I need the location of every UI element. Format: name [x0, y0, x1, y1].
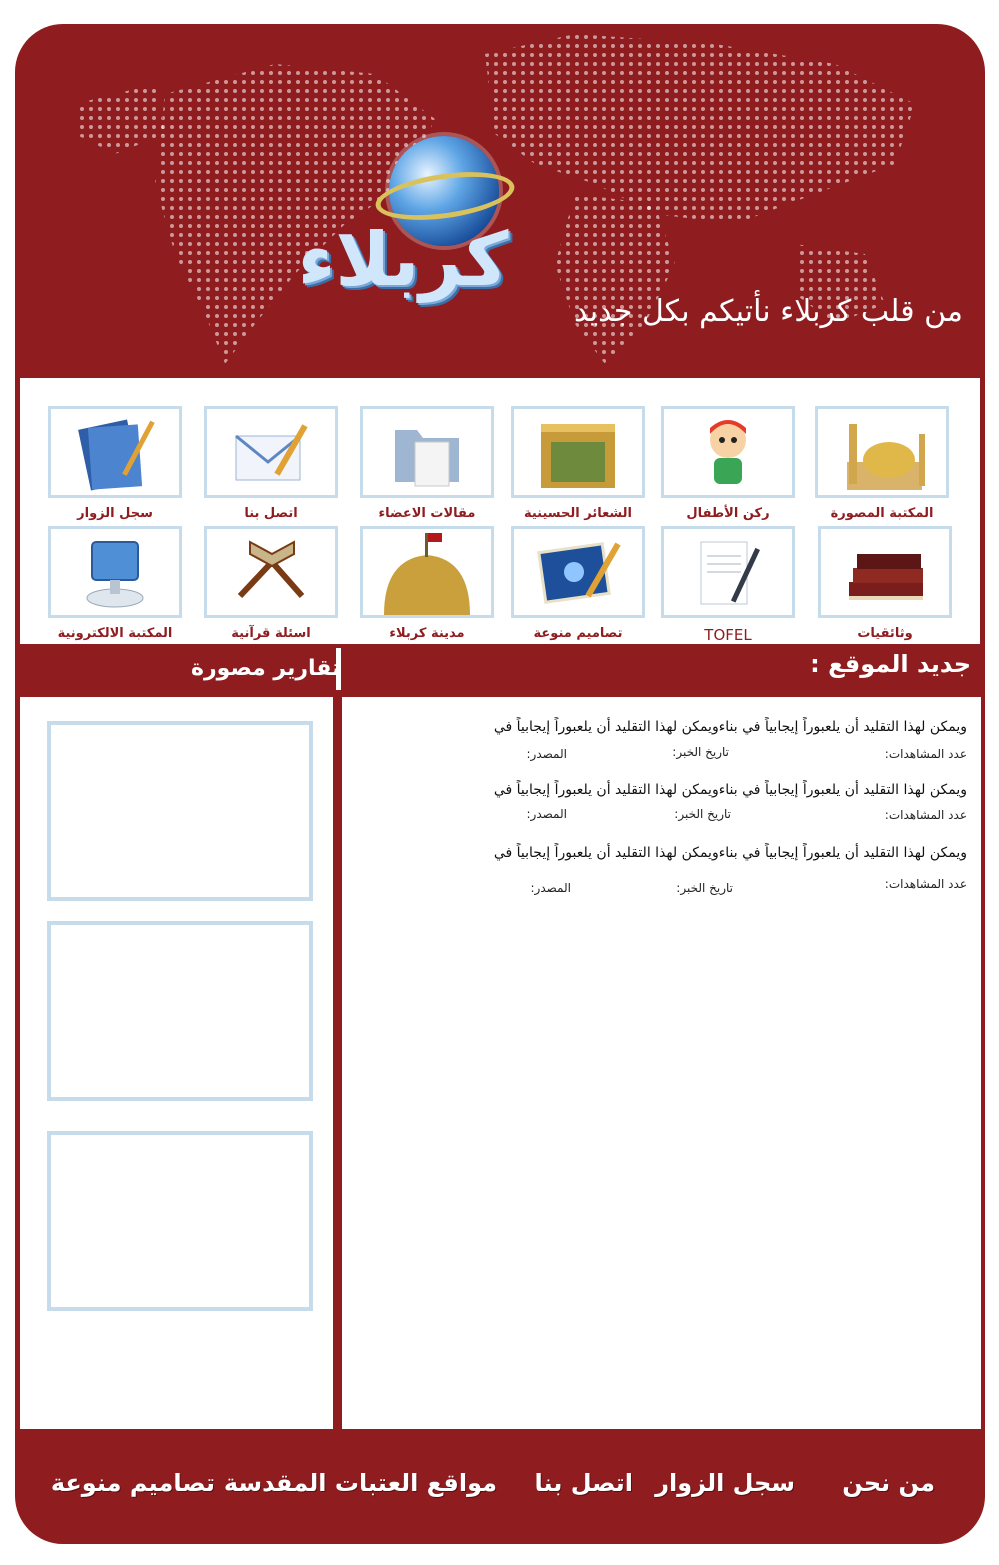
photo-reports-title: تقارير مصورة	[191, 656, 341, 681]
tile-image	[48, 526, 182, 618]
quick-links-panel	[20, 378, 980, 644]
quran-stand-icon	[226, 532, 316, 612]
tile-member-articles[interactable]	[360, 406, 494, 524]
news-text[interactable]: ويمكن لهذا التقليد أن يلعبوراً إيجابياً في بناءويمكن لهذا التقليد أن يلعبوراً إيجابياً في	[493, 845, 967, 861]
nav-various-designs[interactable]: تصاميم منوعة	[50, 1469, 215, 1497]
tile-label: الشعائر الحسينية	[523, 506, 633, 521]
section-headers	[15, 648, 985, 692]
golden-shrine-icon	[523, 412, 633, 492]
tile-label: المكتبة المصورة	[830, 506, 934, 521]
nav-guestbook[interactable]: سجل الزوار	[655, 1469, 795, 1497]
tile-label: سجل الزوار	[77, 506, 153, 521]
tile-label: ركن الأطفال	[686, 506, 770, 521]
tile-photo-library[interactable]	[815, 406, 949, 524]
news-item[interactable]	[367, 717, 967, 777]
nav-about-us[interactable]: من نحن	[842, 1469, 935, 1497]
tile-image	[511, 526, 645, 618]
child-cartoon-icon	[688, 412, 768, 492]
tile-label: TOFEL	[704, 626, 752, 644]
page-frame	[15, 24, 985, 1544]
computer-monitor-icon	[70, 532, 160, 612]
tile-image	[661, 526, 795, 618]
news-item[interactable]	[367, 780, 967, 840]
news-column	[342, 697, 981, 1429]
tile-image	[360, 526, 494, 618]
news-section-title: جديد الموقع :	[810, 650, 971, 678]
site-logo-text[interactable]: كربلاء	[297, 217, 509, 303]
tile-contact-us[interactable]	[204, 406, 338, 524]
tile-documentaries[interactable]	[818, 526, 952, 644]
golden-dome-icon	[372, 529, 482, 615]
tile-quranic-questions[interactable]	[204, 526, 338, 644]
tile-image	[204, 526, 338, 618]
tile-image	[204, 406, 338, 498]
tile-e-library[interactable]	[48, 526, 182, 644]
books-stack-icon	[835, 532, 935, 612]
photo-report-slot[interactable]	[47, 921, 313, 1101]
news-text[interactable]: ويمكن لهذا التقليد أن يلعبوراً إيجابياً في بناءويمكن لهذا التقليد أن يلعبوراً إيجابياً في	[493, 719, 967, 735]
news-views-label: عدد المشاهدات:	[884, 747, 967, 761]
envelope-pen-icon	[226, 412, 316, 492]
tile-karbala-city[interactable]	[360, 526, 494, 644]
tile-image	[661, 406, 795, 498]
tile-husseini-rites[interactable]	[511, 406, 645, 524]
tile-image	[815, 406, 949, 498]
tile-label: تصاميم منوعة	[533, 626, 623, 641]
news-item[interactable]	[367, 843, 967, 923]
paper-pen-icon	[683, 532, 773, 612]
photo-reports-column	[20, 697, 333, 1429]
tile-tofel[interactable]	[661, 526, 795, 644]
tile-kids-corner[interactable]	[661, 406, 795, 524]
tile-label: اسئلة قرآنية	[231, 626, 311, 641]
tile-label: مدينة كربلاء	[389, 626, 465, 641]
folder-document-icon	[387, 412, 467, 492]
tile-image	[511, 406, 645, 498]
news-text[interactable]: ويمكن لهذا التقليد أن يلعبوراً إيجابياً في بناءويمكن لهذا التقليد أن يلعبوراً إيجابياً في	[493, 782, 967, 798]
shrine-mosque-icon	[827, 412, 937, 492]
tile-image	[818, 526, 952, 618]
news-source-label: المصدر:	[530, 881, 571, 895]
tile-label: اتصل بنا	[244, 506, 298, 521]
news-views-label: عدد المشاهدات:	[884, 808, 967, 822]
news-date-label: تاريخ الخبر:	[676, 881, 733, 895]
news-date-label: تاريخ الخبر:	[672, 745, 729, 759]
tile-label: المكتبة الالكترونية	[57, 626, 173, 641]
tile-image	[360, 406, 494, 498]
tile-label: مقالات الاعضاء	[378, 506, 476, 521]
tile-image	[48, 406, 182, 498]
tile-label: وثائقيات	[857, 626, 913, 641]
photo-report-slot[interactable]	[47, 721, 313, 901]
notebook-pen-icon	[70, 412, 160, 492]
news-date-label: تاريخ الخبر:	[674, 807, 731, 821]
news-views-label: عدد المشاهدات:	[884, 877, 967, 891]
site-header	[15, 24, 985, 376]
news-source-label: المصدر:	[526, 747, 567, 761]
photo-report-slot[interactable]	[47, 1131, 313, 1311]
footer-navigation	[15, 1429, 985, 1544]
tile-guestbook[interactable]	[48, 406, 182, 524]
site-tagline: من قلب كربلاء نأتيكم بكل جديد	[574, 294, 963, 329]
nav-contact-us[interactable]: اتصل بنا	[534, 1469, 633, 1497]
news-source-label: المصدر:	[526, 807, 567, 821]
picture-pen-icon	[528, 532, 628, 612]
nav-holy-shrines-sites[interactable]: مواقع العتبات المقدسة	[223, 1469, 497, 1497]
tile-various-designs[interactable]	[511, 526, 645, 644]
